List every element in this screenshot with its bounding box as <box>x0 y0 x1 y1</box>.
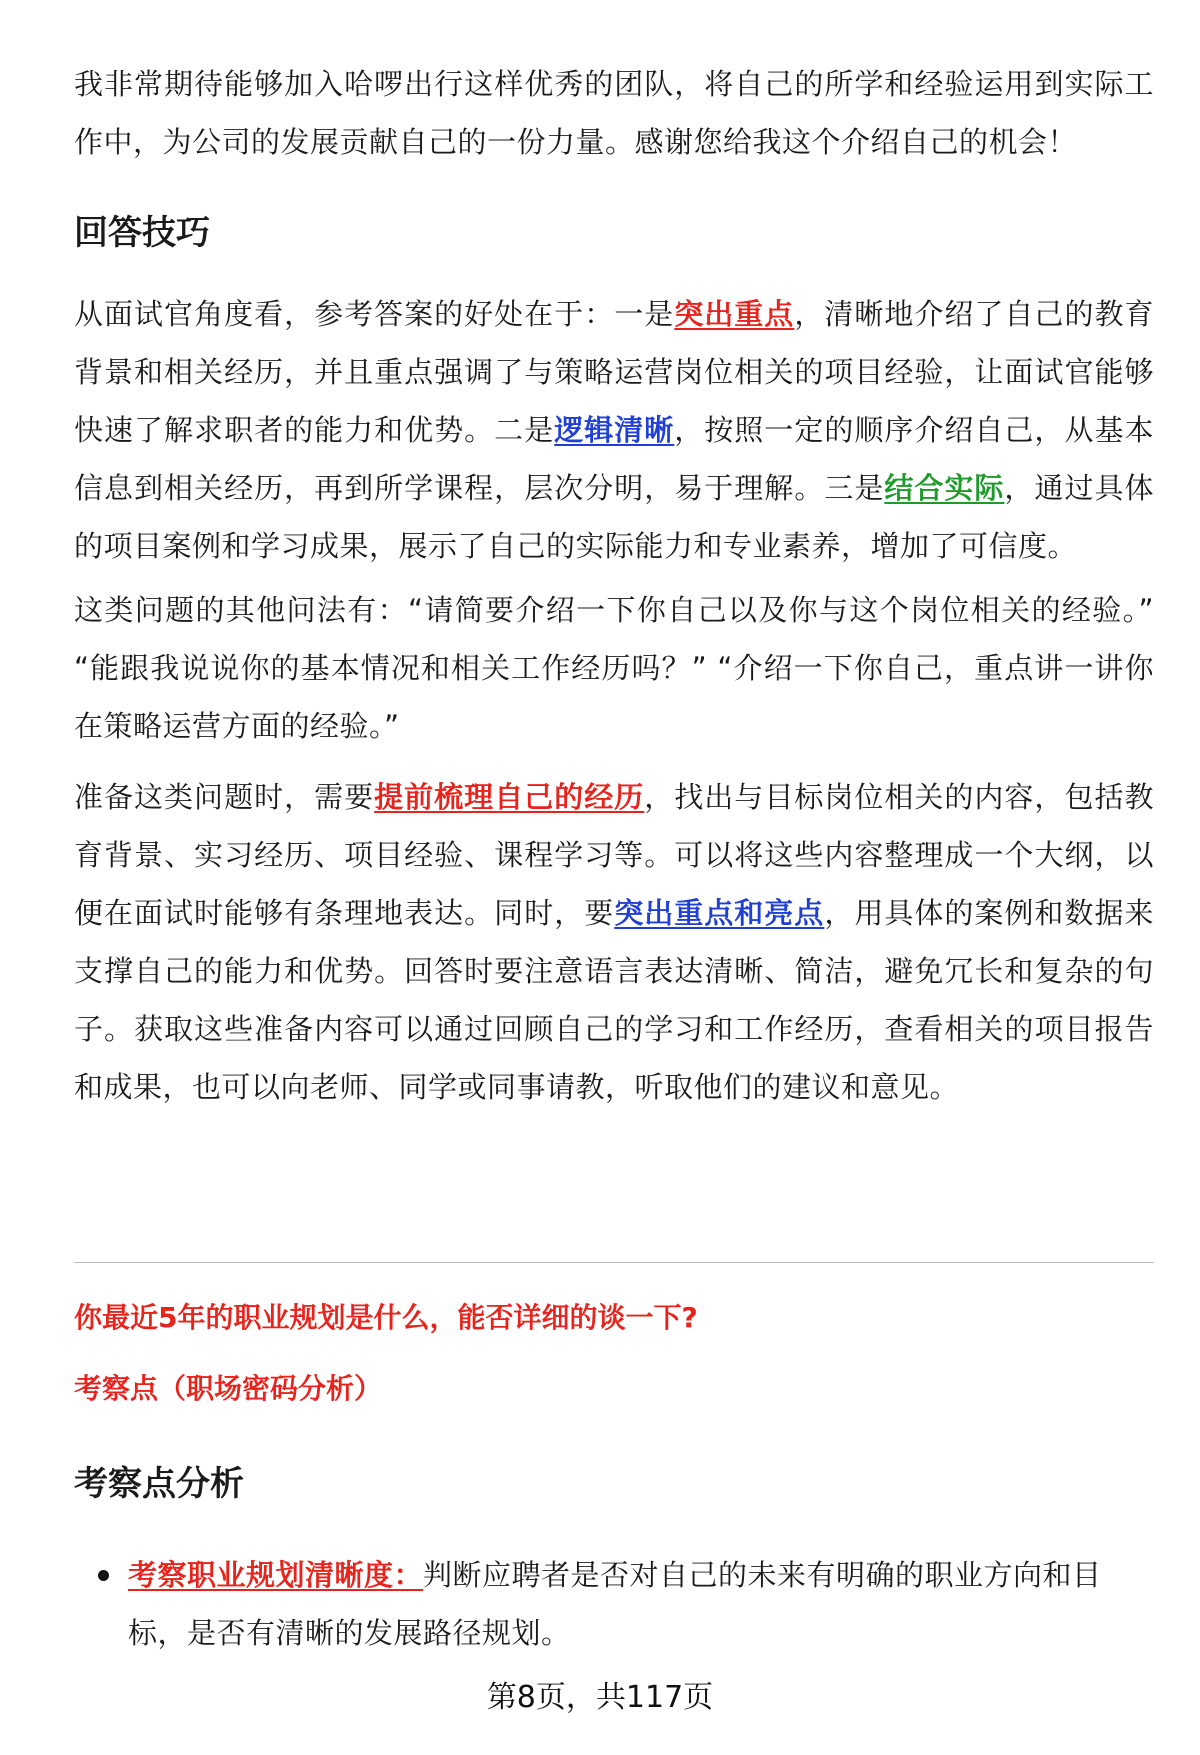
highlight-logic: 逻辑清晰 <box>554 413 675 447</box>
bullet-label: 考察职业规划清晰度： <box>128 1558 424 1592</box>
prep-text-1: 准备这类问题时，需要 <box>74 780 375 814</box>
prep-text-3: ，用具体的案例和数据来支撑自己的能力和优势。回答时要注意语言表达清晰、简洁，避免冗长和复杂的句子。获取这些准备内容可以通过回顾自己的学习和工作经历，查看相关的项目报告和成果，也可以向老师、同学或同事请教，听取他们的建议和意见。 <box>74 896 1154 1104</box>
question-title: 你最近5年的职业规划是什么，能否详细的谈一下? <box>74 1301 698 1334</box>
prep-paragraph <box>74 768 1154 1116</box>
tips-heading: 回答技巧 <box>74 213 210 253</box>
section-divider <box>74 1262 1154 1263</box>
analysis-list <box>74 1546 1154 1662</box>
tips-text-2: ，清晰地介绍了自己的教育背景和相关经历，并且重点强调了与策略运营岗位相关的项目经验，让面试官能够快速了解求职者的能力和优势。二是 <box>74 297 1154 447</box>
exam-point-title: 考察点（职场密码分析） <box>74 1372 383 1405</box>
list-item <box>74 1546 1154 1662</box>
intro-paragraph: 我非常期待能够加入哈啰出行这样优秀的团队，将自己的所学和经验运用到实际工作中，为公司的发展贡献自己的一份力量。感谢您给我这个介绍自己的机会！ <box>74 67 1154 159</box>
highlight-practice: 结合实际 <box>884 471 1005 505</box>
tips-text-4: ，通过具体的项目案例和学习成果，展示了自己的实际能力和专业素养，增加了可信度。 <box>74 471 1154 563</box>
page-footer: 第8页，共117页 <box>486 1680 714 1715</box>
bullet-text: 判断应聘者是否对自己的未来有明确的职业方向和目标，是否有清晰的发展路径规划。 <box>128 1558 1102 1650</box>
tips-text-3: ，按照一定的顺序介绍自己，从基本信息到相关经历，再到所学课程，层次分明，易于理解。三是 <box>74 413 1154 505</box>
analysis-heading: 考察点分析 <box>74 1464 244 1504</box>
highlight-focus: 突出重点 <box>674 297 795 331</box>
highlight-review-experience: 提前梳理自己的经历 <box>374 780 645 814</box>
bullet-dot-icon <box>98 1570 109 1581</box>
highlight-key-points: 突出重点和亮点 <box>614 896 825 930</box>
tips-text-1: 从面试官角度看，参考答案的好处在于：一是 <box>74 297 675 331</box>
prep-text-2: ，找出与目标岗位相关的内容，包括教育背景、实习经历、项目经验、课程学习等。可以将这些内容整理成一个大纲，以便在面试时能够有条理地表达。同时，要 <box>74 780 1154 930</box>
tips-paragraph <box>74 285 1154 575</box>
other-ways-paragraph: 这类问题的其他问法有：“请简要介绍一下你自己以及你与这个岗位相关的经验。” “能跟我说说你的基本情况和相关工作经历吗？” “介绍一下你自己，重点讲一讲你在策略运营方面的经验。” <box>74 593 1154 743</box>
